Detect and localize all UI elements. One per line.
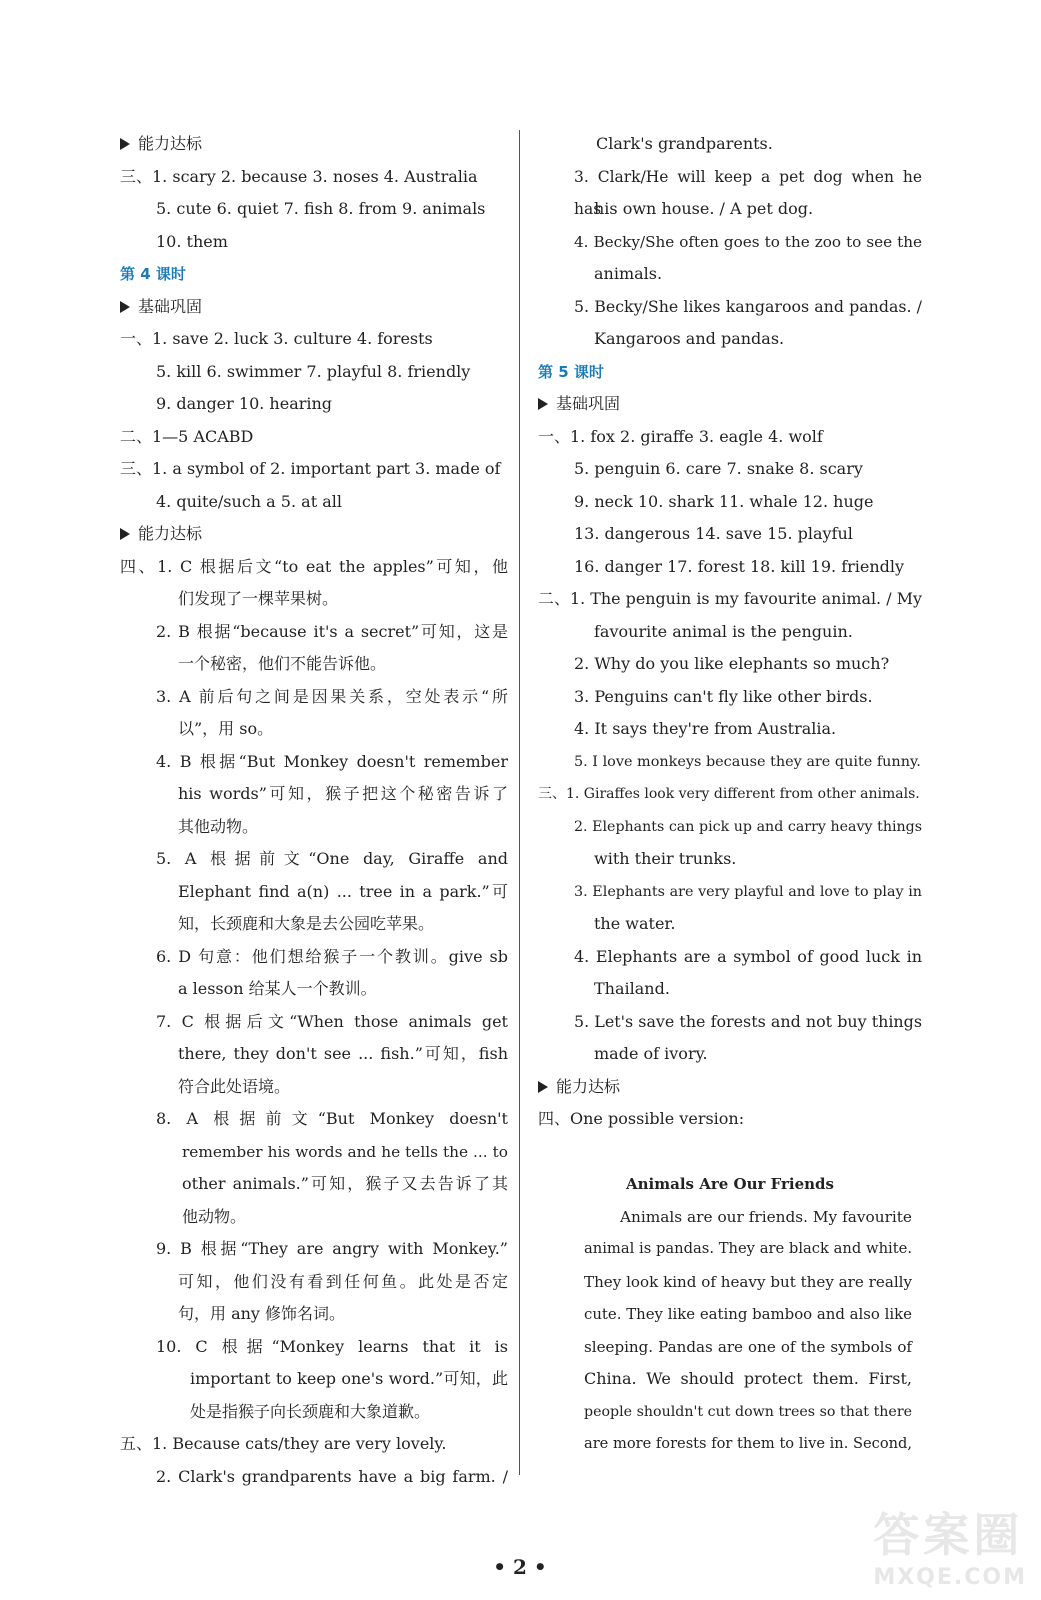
answer-text: 句，用 any 修饰名词。	[178, 1304, 346, 1323]
answer-line	[120, 973, 508, 1006]
answer-line	[120, 1298, 508, 1331]
watermark-logo	[873, 1499, 1027, 1590]
answer-text: his own house. / A pet dog.	[594, 199, 814, 218]
answer-line	[538, 421, 922, 454]
answer-text: favourite animal is the penguin.	[594, 621, 853, 641]
answer-text: 5. Let's save the forests and not buy things	[574, 1011, 922, 1031]
answer-line	[120, 1071, 508, 1104]
answer-line	[120, 356, 508, 389]
answer-line	[538, 1266, 922, 1299]
answer-line	[120, 323, 508, 356]
answer-line	[120, 778, 508, 811]
answer-text: 10. them	[156, 231, 228, 251]
answer-text: 三、1. scary 2. because 3. noses 4. Australia	[120, 166, 478, 186]
answer-line	[538, 1006, 922, 1039]
answer-line	[538, 323, 922, 356]
triangle-bullet-icon	[538, 398, 548, 410]
lesson-heading-text: 第 5 课时	[538, 362, 604, 381]
section-text: 能力达标	[138, 524, 203, 543]
section-label	[538, 388, 620, 421]
answer-line	[538, 193, 922, 226]
answer-line	[120, 1461, 508, 1494]
section-text: 基础巩固	[138, 296, 203, 316]
answer-text: 可知，他们没有看到任何鱼。此处是否定	[178, 1271, 508, 1291]
section-label	[120, 518, 202, 551]
answer-text: 4. B 根据“But Monkey doesn't remember	[156, 751, 508, 771]
answer-line	[538, 258, 922, 291]
answer-text: 一、1. save 2. luck 3. culture 4. forests	[120, 329, 433, 348]
answer-text: with their trunks.	[594, 849, 737, 868]
answer-line	[120, 1103, 508, 1136]
answer-text: Thailand.	[594, 979, 670, 998]
essay-title-text: Animals Are Our Friends	[626, 1175, 834, 1193]
answer-line	[120, 1428, 508, 1461]
triangle-bullet-icon	[120, 301, 130, 313]
answer-line	[538, 778, 922, 811]
answer-text: 2. Elephants can pick up and carry heavy things	[574, 818, 922, 835]
answer-line	[538, 843, 922, 876]
answer-text: 9. danger 10. hearing	[156, 394, 333, 413]
answer-text: 5. Becky/She likes kangaroos and pandas. /	[574, 296, 922, 316]
answer-text: 6. D 句意：他们想给猴子一个教训。give sb	[156, 946, 508, 966]
answer-line	[538, 746, 922, 779]
answer-text: They look kind of heavy but they are really	[584, 1272, 912, 1291]
answer-text: 5. kill 6. swimmer 7. playful 8. friendly	[156, 361, 471, 381]
left-column	[120, 128, 508, 1493]
answer-text: remember his words and he tells the ... to	[182, 1142, 508, 1161]
triangle-bullet-icon	[538, 1081, 548, 1093]
answer-text: people shouldn't cut down trees so that there	[584, 1403, 912, 1420]
answer-line	[120, 453, 508, 486]
answer-line	[120, 681, 508, 714]
answer-line	[120, 486, 508, 519]
essay-title	[538, 1168, 922, 1201]
answer-text: 2. Why do you like elephants so much?	[574, 654, 890, 673]
answer-line	[538, 128, 922, 161]
answer-line	[538, 1233, 922, 1266]
answer-text: Kangaroos and pandas.	[594, 329, 785, 348]
answer-text: 8. A 根据前文“But Monkey doesn't	[156, 1109, 508, 1128]
answer-text: 他动物。	[182, 1206, 247, 1226]
answer-line	[538, 1331, 922, 1364]
answer-text: there, they don't see ... fish.”可知，fish	[178, 1044, 508, 1063]
answer-line	[538, 551, 922, 584]
answer-text: 5. penguin 6. care 7. snake 8. scary	[574, 459, 863, 478]
answer-text: animal is pandas. They are black and white.	[584, 1240, 912, 1257]
answer-line	[120, 1168, 508, 1201]
answer-line	[538, 486, 922, 519]
answer-text: 3. Clark/He will keep a pet dog when he has	[574, 167, 922, 218]
answer-text: animals.	[594, 264, 663, 283]
answer-text: his words”可知，猴子把这个秘密告诉了	[178, 784, 508, 803]
answer-text: 二、1—5 ACABD	[120, 426, 254, 446]
answer-line	[538, 1201, 922, 1234]
answer-line	[538, 681, 922, 714]
answer-text: 10. C 根据“Monkey learns that it is	[156, 1336, 508, 1356]
answer-text: 3. Elephants are very playful and love to play in	[574, 883, 922, 900]
answer-line	[538, 1428, 922, 1461]
answer-line	[120, 551, 508, 584]
answer-line	[120, 1006, 508, 1039]
answer-line	[120, 193, 508, 226]
lesson-heading-text: 第 4 课时	[120, 265, 186, 283]
answer-text: 们发现了一棵苹果树。	[178, 589, 339, 608]
spacer	[538, 1136, 922, 1169]
answer-text: 4. Becky/She often goes to the zoo to see the	[574, 232, 922, 251]
answer-line	[538, 453, 922, 486]
answer-text: 其他动物。	[178, 816, 259, 836]
answer-line	[538, 908, 922, 941]
answer-text: 2. B 根据“because it's a secret”可知，这是	[156, 621, 508, 641]
answer-line	[120, 941, 508, 974]
answer-text: 四、1. C 根据后文“to eat the apples”可知，他	[120, 556, 508, 576]
answer-line	[120, 648, 508, 681]
page-number: • 2 •	[493, 1555, 547, 1579]
answer-text: cute. They like eating bamboo and also like	[584, 1305, 912, 1323]
answer-line	[120, 1396, 508, 1429]
column-divider	[519, 130, 520, 1475]
answer-text: 3. Penguins can't fly like other birds.	[574, 686, 873, 706]
answer-text: sleeping. Pandas are one of the symbols of	[584, 1337, 912, 1356]
section-text: 基础巩固	[556, 394, 621, 413]
answer-text: 5. cute 6. quiet 7. fish 8. from 9. animals	[156, 199, 486, 218]
answer-text: 13. dangerous 14. save 15. playful	[574, 524, 853, 543]
answer-line	[120, 1266, 508, 1299]
answer-text: 5. I love monkeys because they are quite funny.	[574, 753, 921, 770]
answer-text: 3. A 前后句之间是因果关系，空处表示“所	[156, 686, 508, 706]
answer-line	[120, 388, 508, 421]
answer-line	[538, 1396, 922, 1429]
section-heading	[120, 518, 508, 551]
answer-line	[120, 811, 508, 844]
triangle-bullet-icon	[120, 138, 130, 150]
watermark-url: MXQE.COM	[873, 1565, 1027, 1590]
section-heading	[538, 388, 922, 421]
answer-text: Elephant find a(n) ... tree in a park.”可	[178, 881, 508, 901]
right-column	[538, 128, 922, 1461]
answer-text: 四、One possible version:	[538, 1109, 745, 1128]
answer-text: a lesson 给某人一个教训。	[178, 979, 377, 998]
answer-text: made of ivory.	[594, 1044, 708, 1063]
answer-line	[538, 616, 922, 649]
answer-text: 三、1. Giraffes look very different from other animals.	[538, 786, 920, 802]
answer-line	[538, 713, 922, 746]
answer-line	[120, 746, 508, 779]
answer-text: 4. Elephants are a symbol of good luck in	[574, 946, 922, 966]
answer-line	[538, 583, 922, 616]
answer-line	[120, 1136, 508, 1169]
answer-line	[538, 973, 922, 1006]
answer-line	[120, 1363, 508, 1396]
answer-text: are more forests for them to live in. Second,	[584, 1435, 912, 1452]
section-heading	[120, 291, 508, 324]
watermark-text: 答案圈	[873, 1508, 1024, 1562]
answer-text: 一、1. fox 2. giraffe 3. eagle 4. wolf	[538, 426, 823, 446]
answer-text: 4. quite/such a 5. at all	[156, 491, 342, 511]
answer-text: 4. It says they're from Australia.	[574, 719, 837, 738]
answer-line	[120, 713, 508, 746]
section-label	[538, 1071, 620, 1104]
answer-line	[538, 941, 922, 974]
section-heading	[120, 128, 508, 161]
lesson-heading	[120, 258, 508, 291]
answer-line	[538, 1298, 922, 1331]
answer-line	[120, 908, 508, 941]
answer-line	[120, 843, 508, 876]
answer-text: 9. B 根据“They are angry with Monkey.”	[156, 1239, 508, 1258]
answer-line	[120, 421, 508, 454]
answer-text: 一个秘密，他们不能告诉他。	[178, 654, 387, 673]
answer-line	[120, 583, 508, 616]
answer-text: Clark's grandparents.	[596, 134, 773, 153]
answer-text: 9. neck 10. shark 11. whale 12. huge	[574, 491, 874, 511]
answer-text: the water.	[594, 914, 676, 933]
answer-text: 16. danger 17. forest 18. kill 19. friendly	[574, 556, 905, 576]
answer-line	[538, 648, 922, 681]
answer-text: 三、1. a symbol of 2. important part 3. made of	[120, 459, 501, 478]
section-label	[120, 128, 202, 161]
answer-line	[120, 161, 508, 194]
answer-text: 二、1. The penguin is my favourite animal. / My	[538, 589, 922, 608]
answer-line	[538, 1363, 922, 1396]
answer-line	[538, 226, 922, 259]
section-heading	[538, 1071, 922, 1104]
answer-text: 7. C 根据后文“When those animals get	[156, 1011, 508, 1031]
answer-line	[120, 1201, 508, 1234]
answer-text: 五、1. Because cats/they are very lovely.	[120, 1434, 447, 1453]
answer-line	[120, 1331, 508, 1364]
answer-line	[120, 876, 508, 909]
answer-line	[538, 518, 922, 551]
answer-text: 5. A 根据前文“One day, Giraffe and	[156, 849, 508, 868]
answer-text: 符合此处语境。	[178, 1076, 291, 1096]
answer-line	[538, 291, 922, 324]
answer-line	[538, 1038, 922, 1071]
answer-line	[120, 1038, 508, 1071]
answer-text: important to keep one's word.”可知，此	[190, 1369, 508, 1388]
answer-text: 2. Clark's grandparents have a big farm. /	[156, 1466, 508, 1486]
answer-line	[120, 616, 508, 649]
answer-line	[120, 226, 508, 259]
answer-text: Animals are our friends. My favourite	[620, 1207, 912, 1226]
lesson-heading	[538, 356, 922, 389]
answer-text: other animals.”可知，猴子又去告诉了其	[182, 1174, 508, 1193]
section-text: 能力达标	[138, 134, 203, 153]
answer-text: China. We should protect them. First,	[584, 1369, 912, 1388]
answer-line	[538, 811, 922, 844]
section-label	[120, 291, 202, 324]
answer-line	[538, 1103, 922, 1136]
answer-line	[538, 876, 922, 909]
answer-line	[120, 1233, 508, 1266]
answer-text: 以”，用 so。	[178, 719, 274, 738]
answer-text: 处是指猴子向长颈鹿和大象道歉。	[190, 1401, 431, 1421]
answer-text: 知，长颈鹿和大象是去公园吃苹果。	[178, 914, 435, 933]
section-text: 能力达标	[556, 1076, 621, 1096]
triangle-bullet-icon	[120, 528, 130, 540]
